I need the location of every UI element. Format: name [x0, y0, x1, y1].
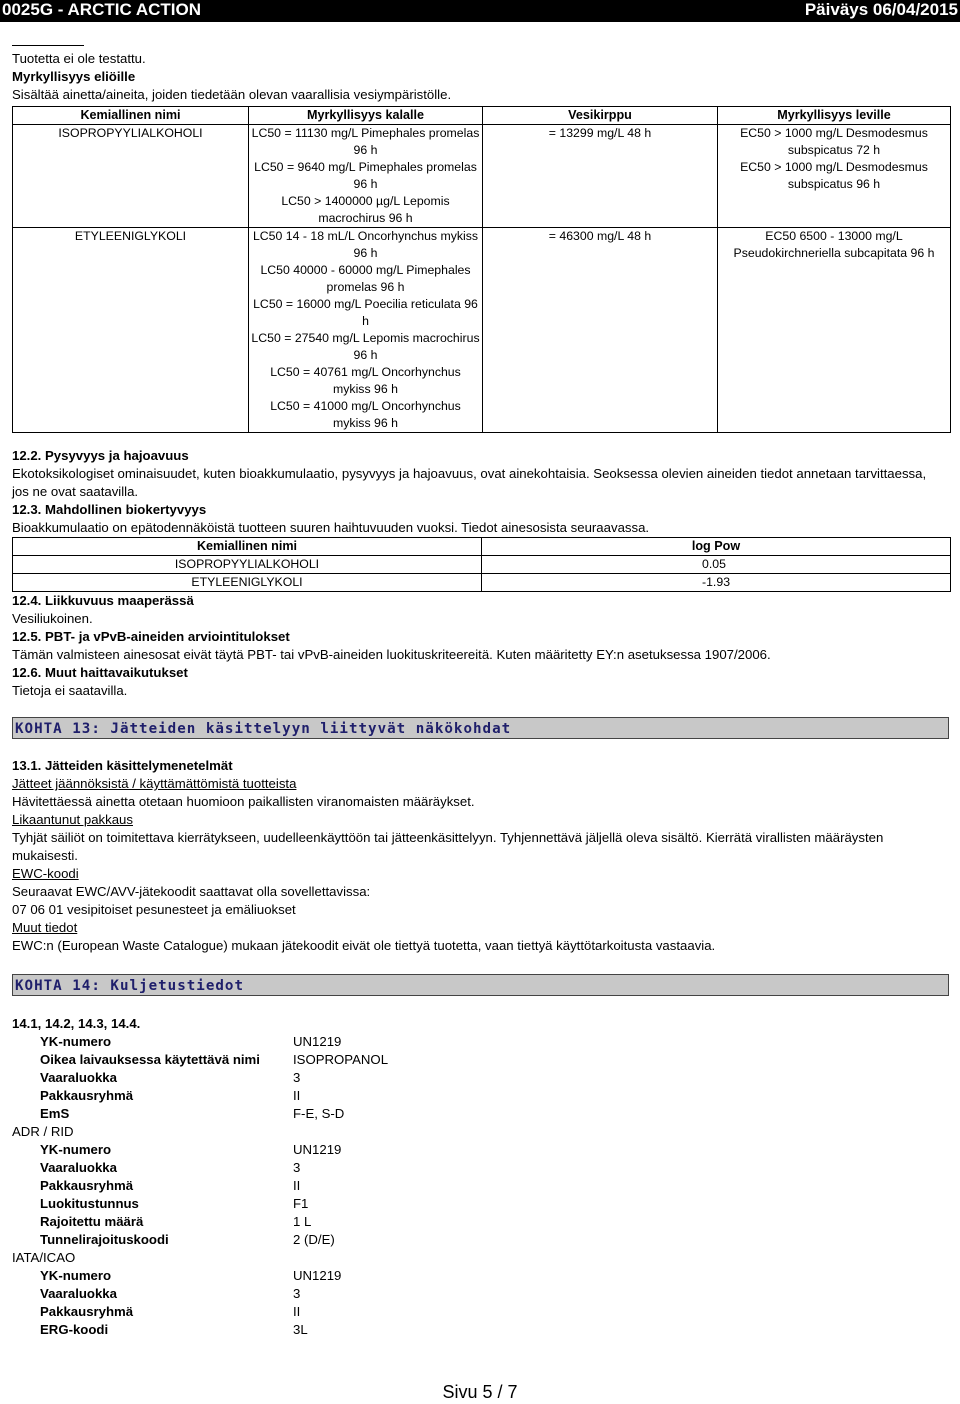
- kv-value: II: [293, 1178, 301, 1193]
- kv-value: F-E, S-D: [293, 1106, 345, 1121]
- kv-key: Pakkausryhmä: [40, 1304, 134, 1319]
- fish-toxicity-cell: [249, 228, 483, 433]
- kv-row: [12, 1267, 712, 1285]
- kv-row: [12, 1087, 712, 1105]
- table-header-row: [13, 107, 951, 125]
- section-12-2: [12, 447, 952, 537]
- kv-key: Tunnelirajoituskoodi: [40, 1232, 169, 1247]
- kv-row: [12, 1105, 712, 1123]
- log-pow-value: 0.05: [482, 556, 951, 574]
- fish-toxicity-value: LC50 = 11130 mg/L Pimephales promelas 96 h: [251, 126, 480, 157]
- kv-key: Rajoitettu määrä: [40, 1214, 144, 1229]
- algae-toxicity-value: EC50 > 1000 mg/L Desmodesmus subspicatus 72 h: [740, 126, 928, 157]
- chemical-name: ETYLEENIGLYKOLI: [13, 574, 482, 592]
- kv-key: Vaaraluokka: [40, 1070, 117, 1085]
- daphnia-toxicity-value: = 46300 mg/L 48 h: [548, 229, 652, 243]
- paragraph: Ekotoksikologiset ominaisuudet, kuten bioakkumulaatio, pysyvyys ja hajoavuus, ovat ainekohtaisia. Seoksessa olevien aineiden tiedot annetaan tarvittaessa, jos ne ovat saatavilla.: [12, 466, 927, 499]
- table-row: [13, 574, 951, 592]
- kv-value: ISOPROPANOL: [293, 1052, 389, 1067]
- daphnia-toxicity-cell: [483, 125, 718, 228]
- fish-toxicity-value: LC50 = 41000 mg/L Oncorhynchus mykiss 96 h: [270, 399, 461, 430]
- section-13-title: KOHTA 13: Jätteiden käsittelyyn liittyvät näkökohdat: [12, 717, 949, 739]
- subsection-heading: 12.3. Mahdollinen biokertyvyys: [12, 502, 207, 517]
- fish-toxicity-value: LC50 = 9640 mg/L Pimephales promelas 96 h: [254, 160, 477, 191]
- kv-value: 1 L: [293, 1214, 312, 1229]
- table-row: [13, 228, 951, 433]
- kv-key: Pakkausryhmä: [40, 1088, 134, 1103]
- intro-text: Tuotetta ei ole testattu.: [12, 51, 146, 66]
- fish-toxicity-value: LC50 = 16000 mg/L Poecilia reticulata 96 h: [253, 297, 478, 328]
- daphnia-toxicity-cell: [483, 228, 718, 433]
- chemical-name: ISOPROPYYLIALKOHOLI: [13, 125, 249, 228]
- kv-row: [12, 1159, 712, 1177]
- transport-info: [12, 1015, 712, 1339]
- table-row: [13, 125, 951, 228]
- log-pow-value: -1.93: [482, 574, 951, 592]
- header-date: Päiväys 06/04/2015: [804, 0, 958, 19]
- kv-row: [12, 1285, 712, 1303]
- column-header: Myrkyllisyys kalalle: [249, 107, 483, 125]
- kv-key: ERG-koodi: [40, 1322, 109, 1337]
- kv-value: UN1219: [293, 1268, 342, 1283]
- divider: [12, 45, 84, 46]
- paragraph: Tämän valmisteen ainesosat eivät täytä PBT- tai vPvB-aineiden luokituskriteereitä. Kuten määritetty EY:n asetuksessa 1907/2006.: [12, 647, 771, 662]
- algae-toxicity-value: EC50 > 1000 mg/L Desmodesmus subspicatus 96 h: [740, 160, 928, 191]
- fish-toxicity-cell: [249, 125, 483, 228]
- paragraph: Tyhjät säiliöt on toimitettava kierrätykseen, uudelleenkäyttöön tai jätteenkäsittelyyn. Tyhjennettävä jäljellä oleva sisältö. Kierrätä virallisten määräysten mukaisesti.: [12, 830, 884, 863]
- column-header: Kemiallinen nimi: [13, 538, 482, 556]
- page-number: Sivu 5 / 7: [442, 1382, 518, 1402]
- intro-heading: Myrkyllisyys eliöille: [12, 69, 136, 84]
- subsection-heading: 13.1. Jätteiden käsittelymenetelmät: [12, 758, 233, 773]
- chemical-name: ISOPROPYYLIALKOHOLI: [13, 556, 482, 574]
- kv-value: 3: [293, 1070, 301, 1085]
- page-header: [0, 0, 960, 22]
- intro-text: Sisältää ainetta/aineita, joiden tiedetään olevan vaarallisia vesiympäristölle.: [12, 87, 452, 102]
- paragraph: Tietoja ei saatavilla.: [12, 683, 128, 698]
- kv-row: [12, 1033, 712, 1051]
- kv-key: Pakkausryhmä: [40, 1178, 134, 1193]
- kv-value: II: [293, 1088, 301, 1103]
- column-header: Kemiallinen nimi: [13, 107, 249, 125]
- item-label: EWC-koodi: [12, 866, 79, 881]
- kv-row: [12, 1303, 712, 1321]
- paragraph: Vesiliukoinen.: [12, 611, 93, 626]
- section-14-title: KOHTA 14: Kuljetustiedot: [12, 974, 949, 996]
- subsection-heading: 12.4. Liikkuvuus maaperässä: [12, 593, 194, 608]
- table-row: [13, 556, 951, 574]
- item-label: Muut tiedot: [12, 920, 78, 935]
- paragraph: Seuraavat EWC/AVV-jätekoodit saattavat olla sovellettavissa:: [12, 884, 371, 899]
- algae-toxicity-cell: [718, 125, 951, 228]
- subsection-heading: 14.1, 14.2, 14.3, 14.4.: [12, 1016, 141, 1031]
- kv-key: Vaaraluokka: [40, 1286, 117, 1301]
- kv-row: [12, 1213, 712, 1231]
- kv-row: [12, 1141, 712, 1159]
- fish-toxicity-value: LC50 > 1400000 µg/L Lepomis macrochirus 96 h: [281, 194, 450, 225]
- ecotox-intro: [12, 50, 952, 104]
- kv-row: [12, 1231, 712, 1249]
- column-header: Myrkyllisyys leville: [718, 107, 951, 125]
- algae-toxicity-cell: [718, 228, 951, 433]
- toxicity-table: [12, 106, 951, 433]
- subsection-heading: 12.6. Muut haittavaikutukset: [12, 665, 188, 680]
- section-13-body: [12, 757, 952, 955]
- table-header-row: [13, 538, 951, 556]
- fish-toxicity-value: LC50 = 40761 mg/L Oncorhynchus mykiss 96 h: [270, 365, 461, 396]
- kv-key: YK-numero: [40, 1142, 112, 1157]
- subsection-heading: 12.2. Pysyvyys ja hajoavuus: [12, 448, 189, 463]
- kv-value: 3: [293, 1160, 301, 1175]
- paragraph: EWC:n (European Waste Catalogue) mukaan jätekoodit eivät ole tiettyä tuotetta, vaan tiettyä käyttötarkoitusta vastaavia.: [12, 938, 716, 953]
- daphnia-toxicity-value: = 13299 mg/L 48 h: [548, 126, 652, 140]
- section-12-4-to-12-6: [12, 592, 952, 700]
- transport-mode-label: ADR / RID: [12, 1124, 74, 1139]
- kv-value: F1: [293, 1196, 309, 1211]
- transport-mode-label: IATA/ICAO: [12, 1250, 76, 1265]
- kv-value: 3L: [293, 1322, 308, 1337]
- kv-key: YK-numero: [40, 1034, 112, 1049]
- kv-row: [12, 1195, 712, 1213]
- column-header: Vesikirppu: [483, 107, 718, 125]
- chemical-name: ETYLEENIGLYKOLI: [13, 228, 249, 433]
- subsection-heading: 12.5. PBT- ja vPvB-aineiden arviointitulokset: [12, 629, 290, 644]
- fish-toxicity-value: LC50 14 - 18 mL/L Oncorhynchus mykiss 96 h: [252, 229, 479, 260]
- kv-row: [12, 1051, 712, 1069]
- fish-toxicity-value: LC50 = 27540 mg/L Lepomis macrochirus 96 h: [251, 331, 480, 362]
- kv-value: 2 (D/E): [293, 1232, 335, 1247]
- item-label: Jätteet jäännöksistä / käyttämättömistä tuotteista: [12, 776, 297, 791]
- kv-row: [12, 1321, 712, 1339]
- kv-value: UN1219: [293, 1034, 342, 1049]
- kv-key: EmS: [40, 1106, 70, 1121]
- kv-value: UN1219: [293, 1142, 342, 1157]
- column-header: log Pow: [482, 538, 951, 556]
- kv-key: YK-numero: [40, 1268, 112, 1283]
- kv-row: [12, 1177, 712, 1195]
- kv-key: Vaaraluokka: [40, 1160, 117, 1175]
- product-title: 0025G - ARCTIC ACTION: [2, 0, 201, 19]
- kv-key: Luokitustunnus: [40, 1196, 139, 1211]
- paragraph: Bioakkumulaatio on epätodennäköistä tuotteen suuren haihtuvuuden vuoksi. Tiedot ainesosista seuraavassa.: [12, 520, 650, 535]
- log-pow-table: [12, 537, 951, 592]
- kv-value: 3: [293, 1286, 301, 1301]
- kv-value: II: [293, 1304, 301, 1319]
- kv-key: Oikea laivauksessa käytettävä nimi: [40, 1052, 260, 1067]
- paragraph: Hävitettäessä ainetta otetaan huomioon paikallisten viranomaisten määräykset.: [12, 794, 475, 809]
- algae-toxicity-value: EC50 6500 - 13000 mg/L Pseudokirchneriella subcapitata 96 h: [733, 229, 935, 260]
- fish-toxicity-value: LC50 40000 - 60000 mg/L Pimephales promelas 96 h: [260, 263, 471, 294]
- paragraph: 07 06 01 vesipitoiset pesunesteet ja emäliuokset: [12, 902, 296, 917]
- item-label: Likaantunut pakkaus: [12, 812, 133, 827]
- kv-row: [12, 1069, 712, 1087]
